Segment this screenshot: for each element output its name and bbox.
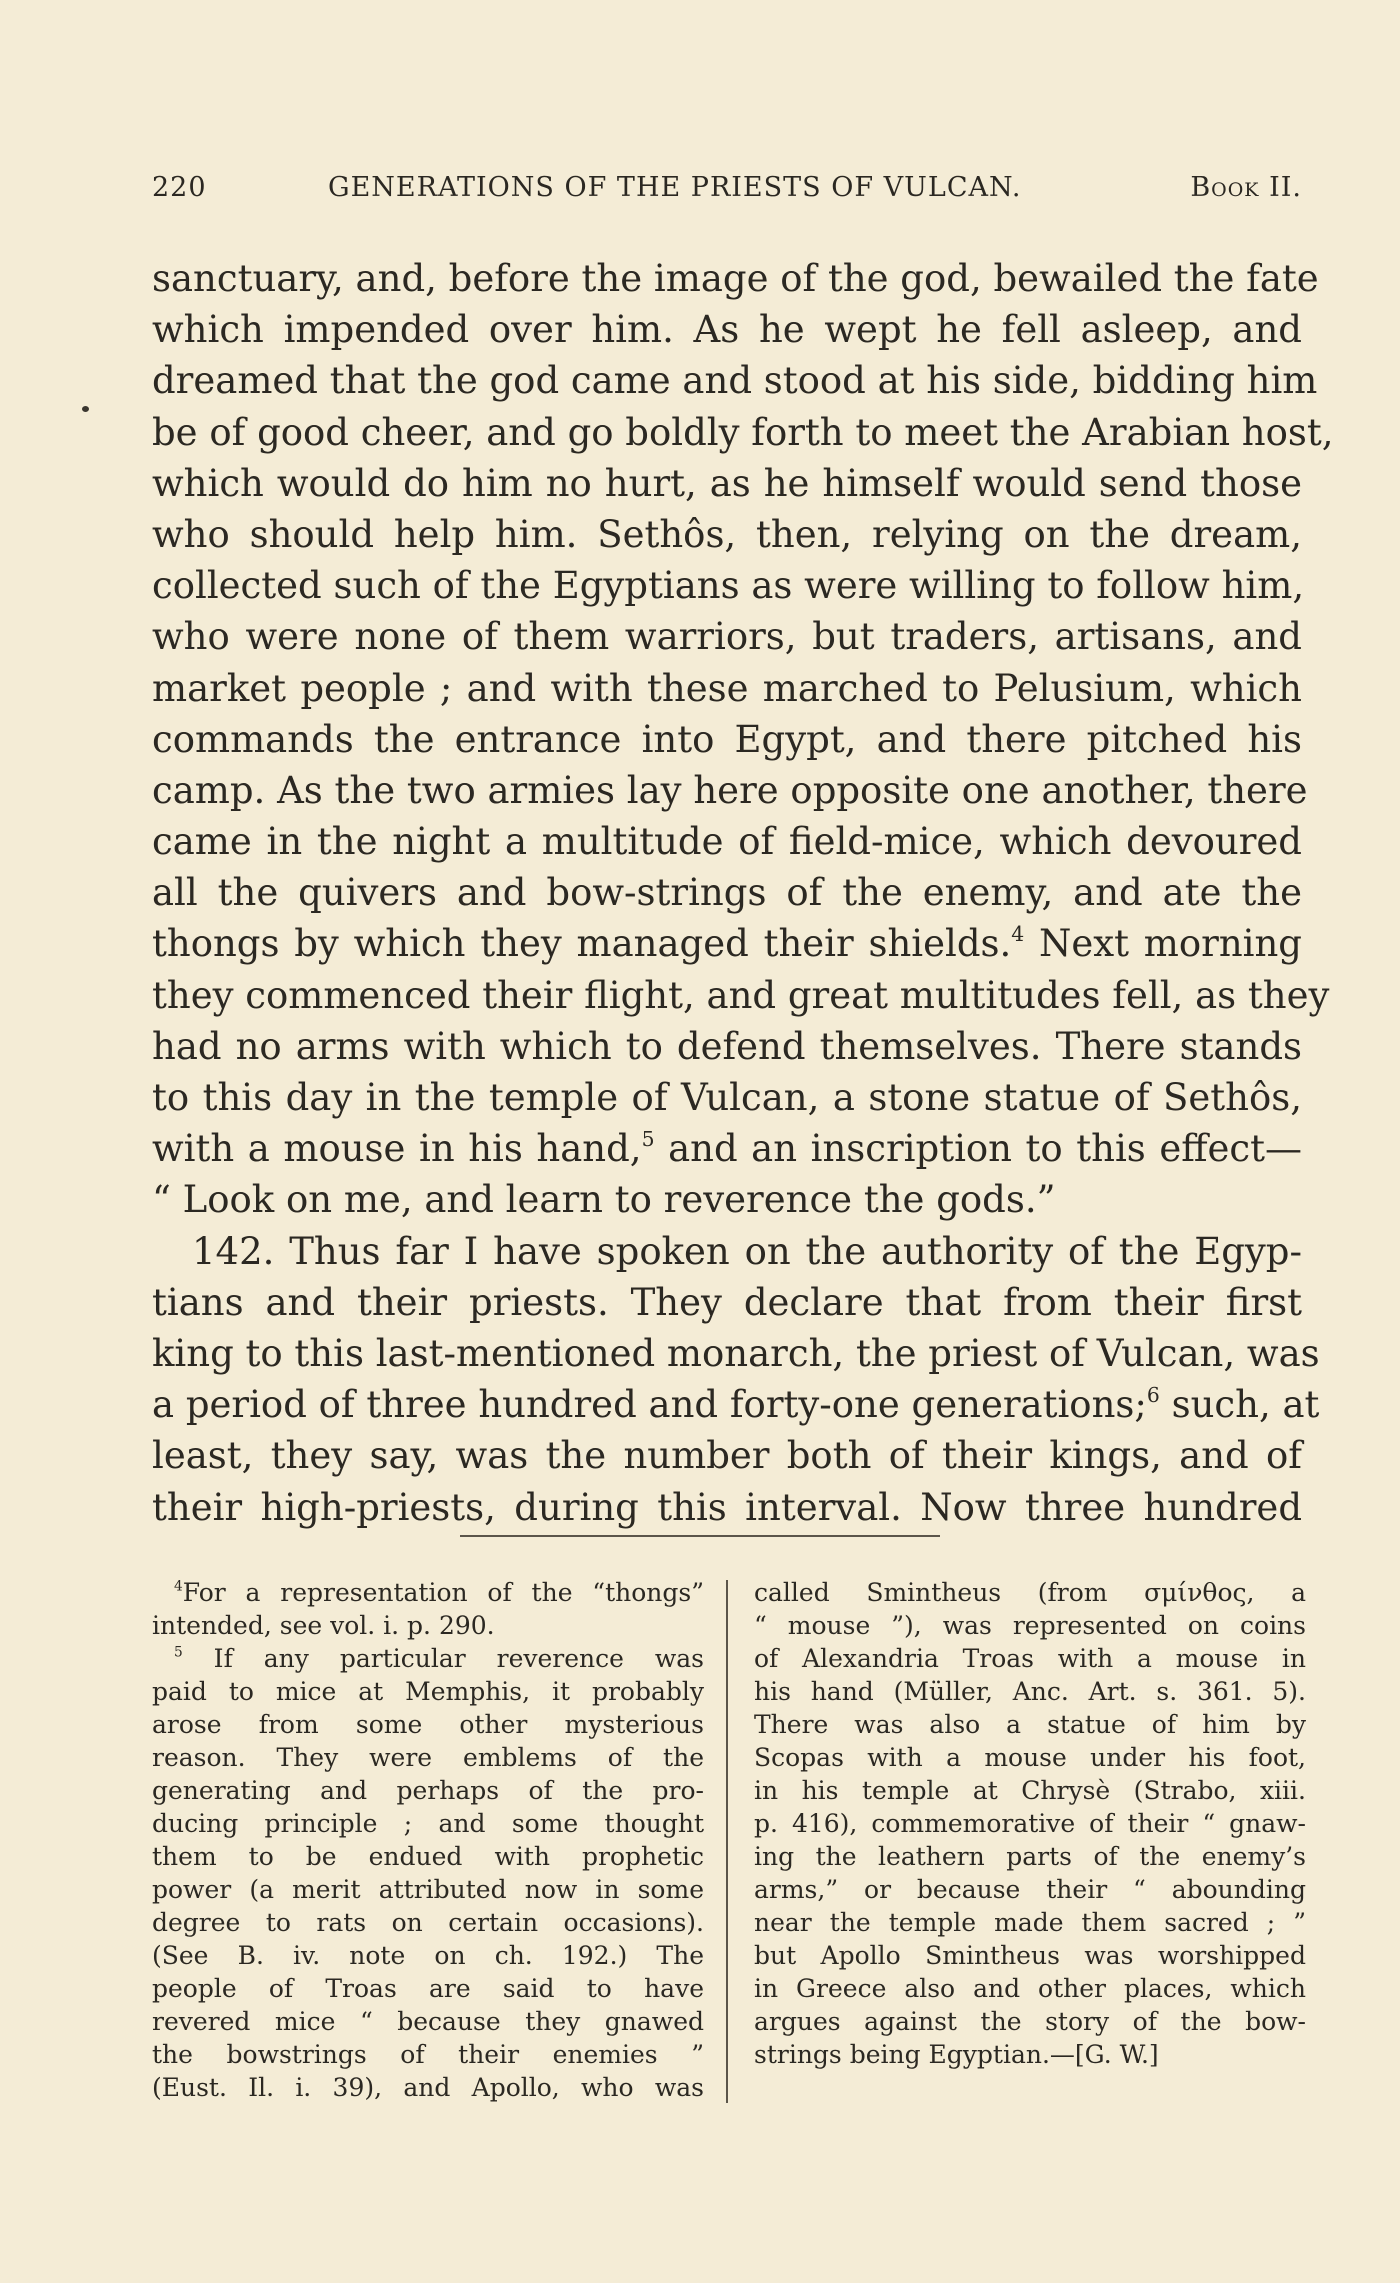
footnote-line (152, 1576, 704, 1609)
line-text-continued: such, at (1159, 1383, 1320, 1427)
footnote-line (152, 1675, 704, 1708)
footnote-reference: 5 (641, 1126, 655, 1151)
text-line (152, 611, 1302, 662)
footnote-line (754, 1576, 1306, 1609)
line-text: his hand (Müller, Anc. Art. s. 361. 5). (754, 1677, 1306, 1706)
line-text: with a mouse in his hand, (152, 1127, 642, 1171)
line-text: tians and their priests. They declare that from their first (152, 1280, 1302, 1324)
line-text: degree to rats on certain occasions). (152, 1908, 704, 1937)
line-text: who should help him. Sethôs, then, relying on the dream, (152, 512, 1302, 556)
text-line (152, 970, 1330, 1021)
footnote-marker: 5 (174, 1644, 183, 1661)
line-text: intended, see vol. i. p. 290. (152, 1611, 495, 1640)
text-line (152, 714, 1302, 765)
text-line (152, 1328, 1320, 1379)
line-text-continued: and an inscription to this effect— (654, 1127, 1302, 1171)
line-text: ing the leathern parts of the enemy’s (754, 1842, 1306, 1871)
footnote-line (754, 2038, 1306, 2071)
text-line (152, 1123, 1302, 1174)
line-text: arms,” or because their “ abounding (754, 1875, 1306, 1904)
footnote-reference: 6 (1146, 1382, 1160, 1407)
text-line (152, 1482, 1302, 1533)
line-text: the bowstrings of their enemies ” (152, 2040, 704, 2069)
footnote-line (754, 1741, 1306, 1774)
line-text: people of Troas are said to have (152, 1974, 704, 2003)
running-head (152, 172, 1302, 212)
line-text: be of good cheer, and go boldly forth to meet the Arabian host, (152, 410, 1334, 454)
page-number: 220 (152, 172, 207, 203)
line-text: market people ; and with these marched to Pelusium, which (152, 666, 1302, 710)
footnote-line (754, 1807, 1306, 1840)
line-text: (Eust. Il. i. 39), and Apollo, who was (152, 2073, 704, 2102)
line-text: collected such of the Egyptians as were willing to follow him, (152, 564, 1305, 608)
line-text: “ Look on me, and learn to reverence the gods.” (152, 1178, 1056, 1222)
footnotes-left-column (152, 1576, 704, 2104)
text-line (152, 304, 1302, 355)
footnote-line (754, 1642, 1306, 1675)
line-text: dreamed that the god came and stood at his side, bidding him (152, 359, 1318, 403)
footnote-line (754, 1774, 1306, 1807)
line-text: thongs by which they managed their shields. (152, 922, 1012, 966)
text-line (152, 1072, 1302, 1123)
footnote-line (152, 1840, 704, 1873)
footnote-line (754, 1972, 1306, 2005)
footnote-line (754, 1873, 1306, 1906)
footnote-line (152, 1906, 704, 1939)
text-line (152, 1379, 1320, 1430)
main-text (152, 253, 1334, 1533)
line-text: generating and perhaps of the pro- (152, 1776, 704, 1805)
line-text: king to this last-mentioned monarch, the priest of Vulcan, was (152, 1331, 1320, 1375)
line-text: least, they say, was the number both of their kings, and of (152, 1434, 1302, 1478)
line-text: paid to mice at Memphis, it probably (152, 1677, 704, 1706)
line-text: they commenced their flight, and great multitudes fell, as they (152, 973, 1330, 1017)
footnotes-right-column (754, 1576, 1306, 2071)
book-label: Book II. (1190, 172, 1302, 203)
line-text: arose from some other mysterious (152, 1710, 704, 1739)
line-text: them to be endued with prophetic (152, 1842, 704, 1871)
footnote-marker: 4 (174, 1578, 183, 1595)
footnote-line (152, 1708, 704, 1741)
footnote-rule (460, 1535, 940, 1537)
line-text: had no arms with which to defend themselves. There stands (152, 1024, 1302, 1068)
footnote-line (152, 1807, 704, 1840)
footnote-line (152, 1609, 704, 1642)
footnote-column-divider (726, 1580, 728, 2103)
line-text: ducing principle ; and some thought (152, 1809, 704, 1838)
footnote-line (754, 1609, 1306, 1642)
line-text: to this day in the temple of Vulcan, a stone statue of Sethôs, (152, 1076, 1302, 1119)
line-text: in Greece also and other places, which (754, 1974, 1306, 2003)
text-line (152, 663, 1302, 714)
footnote-line (754, 1675, 1306, 1708)
footnote-line (754, 2005, 1306, 2038)
scan-speck (82, 406, 89, 412)
footnote-line (152, 2038, 704, 2071)
line-text-continued: Next morning (1024, 922, 1302, 966)
line-text: argues against the story of the bow- (754, 2007, 1306, 2036)
line-text: who were none of them warriors, but traders, artisans, and (152, 615, 1302, 659)
line-text: of Alexandria Troas with a mouse in (754, 1644, 1306, 1673)
line-text: 142. Thus far I have spoken on the authority of the Egyp- (192, 1229, 1302, 1273)
line-text: “ mouse ”), was represented on coins (754, 1611, 1306, 1640)
text-line (152, 253, 1319, 304)
footnote-line (152, 1741, 704, 1774)
line-text: in his temple at Chrysè (Strabo, xiii. (754, 1776, 1306, 1805)
line-text: but Apollo Smintheus was worshipped (754, 1941, 1306, 1970)
text-line (152, 867, 1302, 918)
text-line (152, 1277, 1302, 1328)
line-text: p. 416), commemorative of their “ gnaw- (754, 1809, 1306, 1838)
line-text: If any particular reverence was (182, 1644, 704, 1673)
line-text: came in the night a multitude of field-mice, which devoured (152, 820, 1302, 864)
line-text: power (a merit attributed now in some (152, 1875, 704, 1904)
line-text: sanctuary, and, before the image of the god, bewailed the fate (152, 257, 1319, 300)
text-line (152, 765, 1308, 816)
line-text: There was also a statue of him by (754, 1710, 1306, 1739)
footnote-line (754, 1939, 1306, 1972)
text-line (152, 1021, 1302, 1072)
line-text: called Smintheus (from σμίνθος, a (754, 1578, 1306, 1607)
line-text: their high-priests, during this interval. Now three hundred (152, 1485, 1302, 1529)
text-line (152, 355, 1318, 406)
footnote-line (152, 2071, 704, 2104)
text-line (152, 1226, 1302, 1277)
footnote-line (754, 1906, 1306, 1939)
line-text: commands the entrance into Egypt, and there pitched his (152, 717, 1302, 761)
line-text: reason. They were emblems of the (152, 1743, 704, 1772)
line-text: which would do him no hurt, as he himself would send those (152, 461, 1302, 505)
line-text: near the temple made them sacred ; ” (754, 1908, 1306, 1937)
footnote-line (754, 1840, 1306, 1873)
text-line (152, 1174, 1302, 1225)
line-text: strings being Egyptian.—[G. W.] (754, 2040, 1159, 2069)
footnote-line (754, 1708, 1306, 1741)
line-text: camp. As the two armies lay here opposite one another, there (152, 768, 1308, 812)
line-text: For a representation of the “thongs” (182, 1578, 704, 1607)
text-line (152, 918, 1302, 969)
text-line (152, 1430, 1302, 1481)
text-line (152, 458, 1302, 509)
line-text: revered mice “ because they gnawed (152, 2007, 704, 2036)
line-text: a period of three hundred and forty-one generations; (152, 1383, 1147, 1427)
footnote-line (152, 1939, 704, 1972)
footnote-reference: 4 (1011, 922, 1025, 947)
text-line (152, 509, 1302, 560)
footnote-line (152, 1873, 704, 1906)
text-line (152, 560, 1305, 611)
line-text: (See B. iv. note on ch. 192.) The (152, 1941, 704, 1970)
footnote-line (152, 1642, 704, 1675)
line-text: which impended over him. As he wept he fell asleep, and (152, 308, 1302, 352)
text-line (152, 816, 1302, 867)
running-title: GENERATIONS OF THE PRIESTS OF VULCAN. (328, 172, 1022, 203)
line-text: all the quivers and bow-strings of the enemy, and ate the (152, 871, 1302, 915)
footnote-line (152, 1972, 704, 2005)
footnote-line (152, 2005, 704, 2038)
footnote-line (152, 1774, 704, 1807)
text-line (152, 407, 1334, 458)
line-text: Scopas with a mouse under his foot, (754, 1743, 1306, 1772)
